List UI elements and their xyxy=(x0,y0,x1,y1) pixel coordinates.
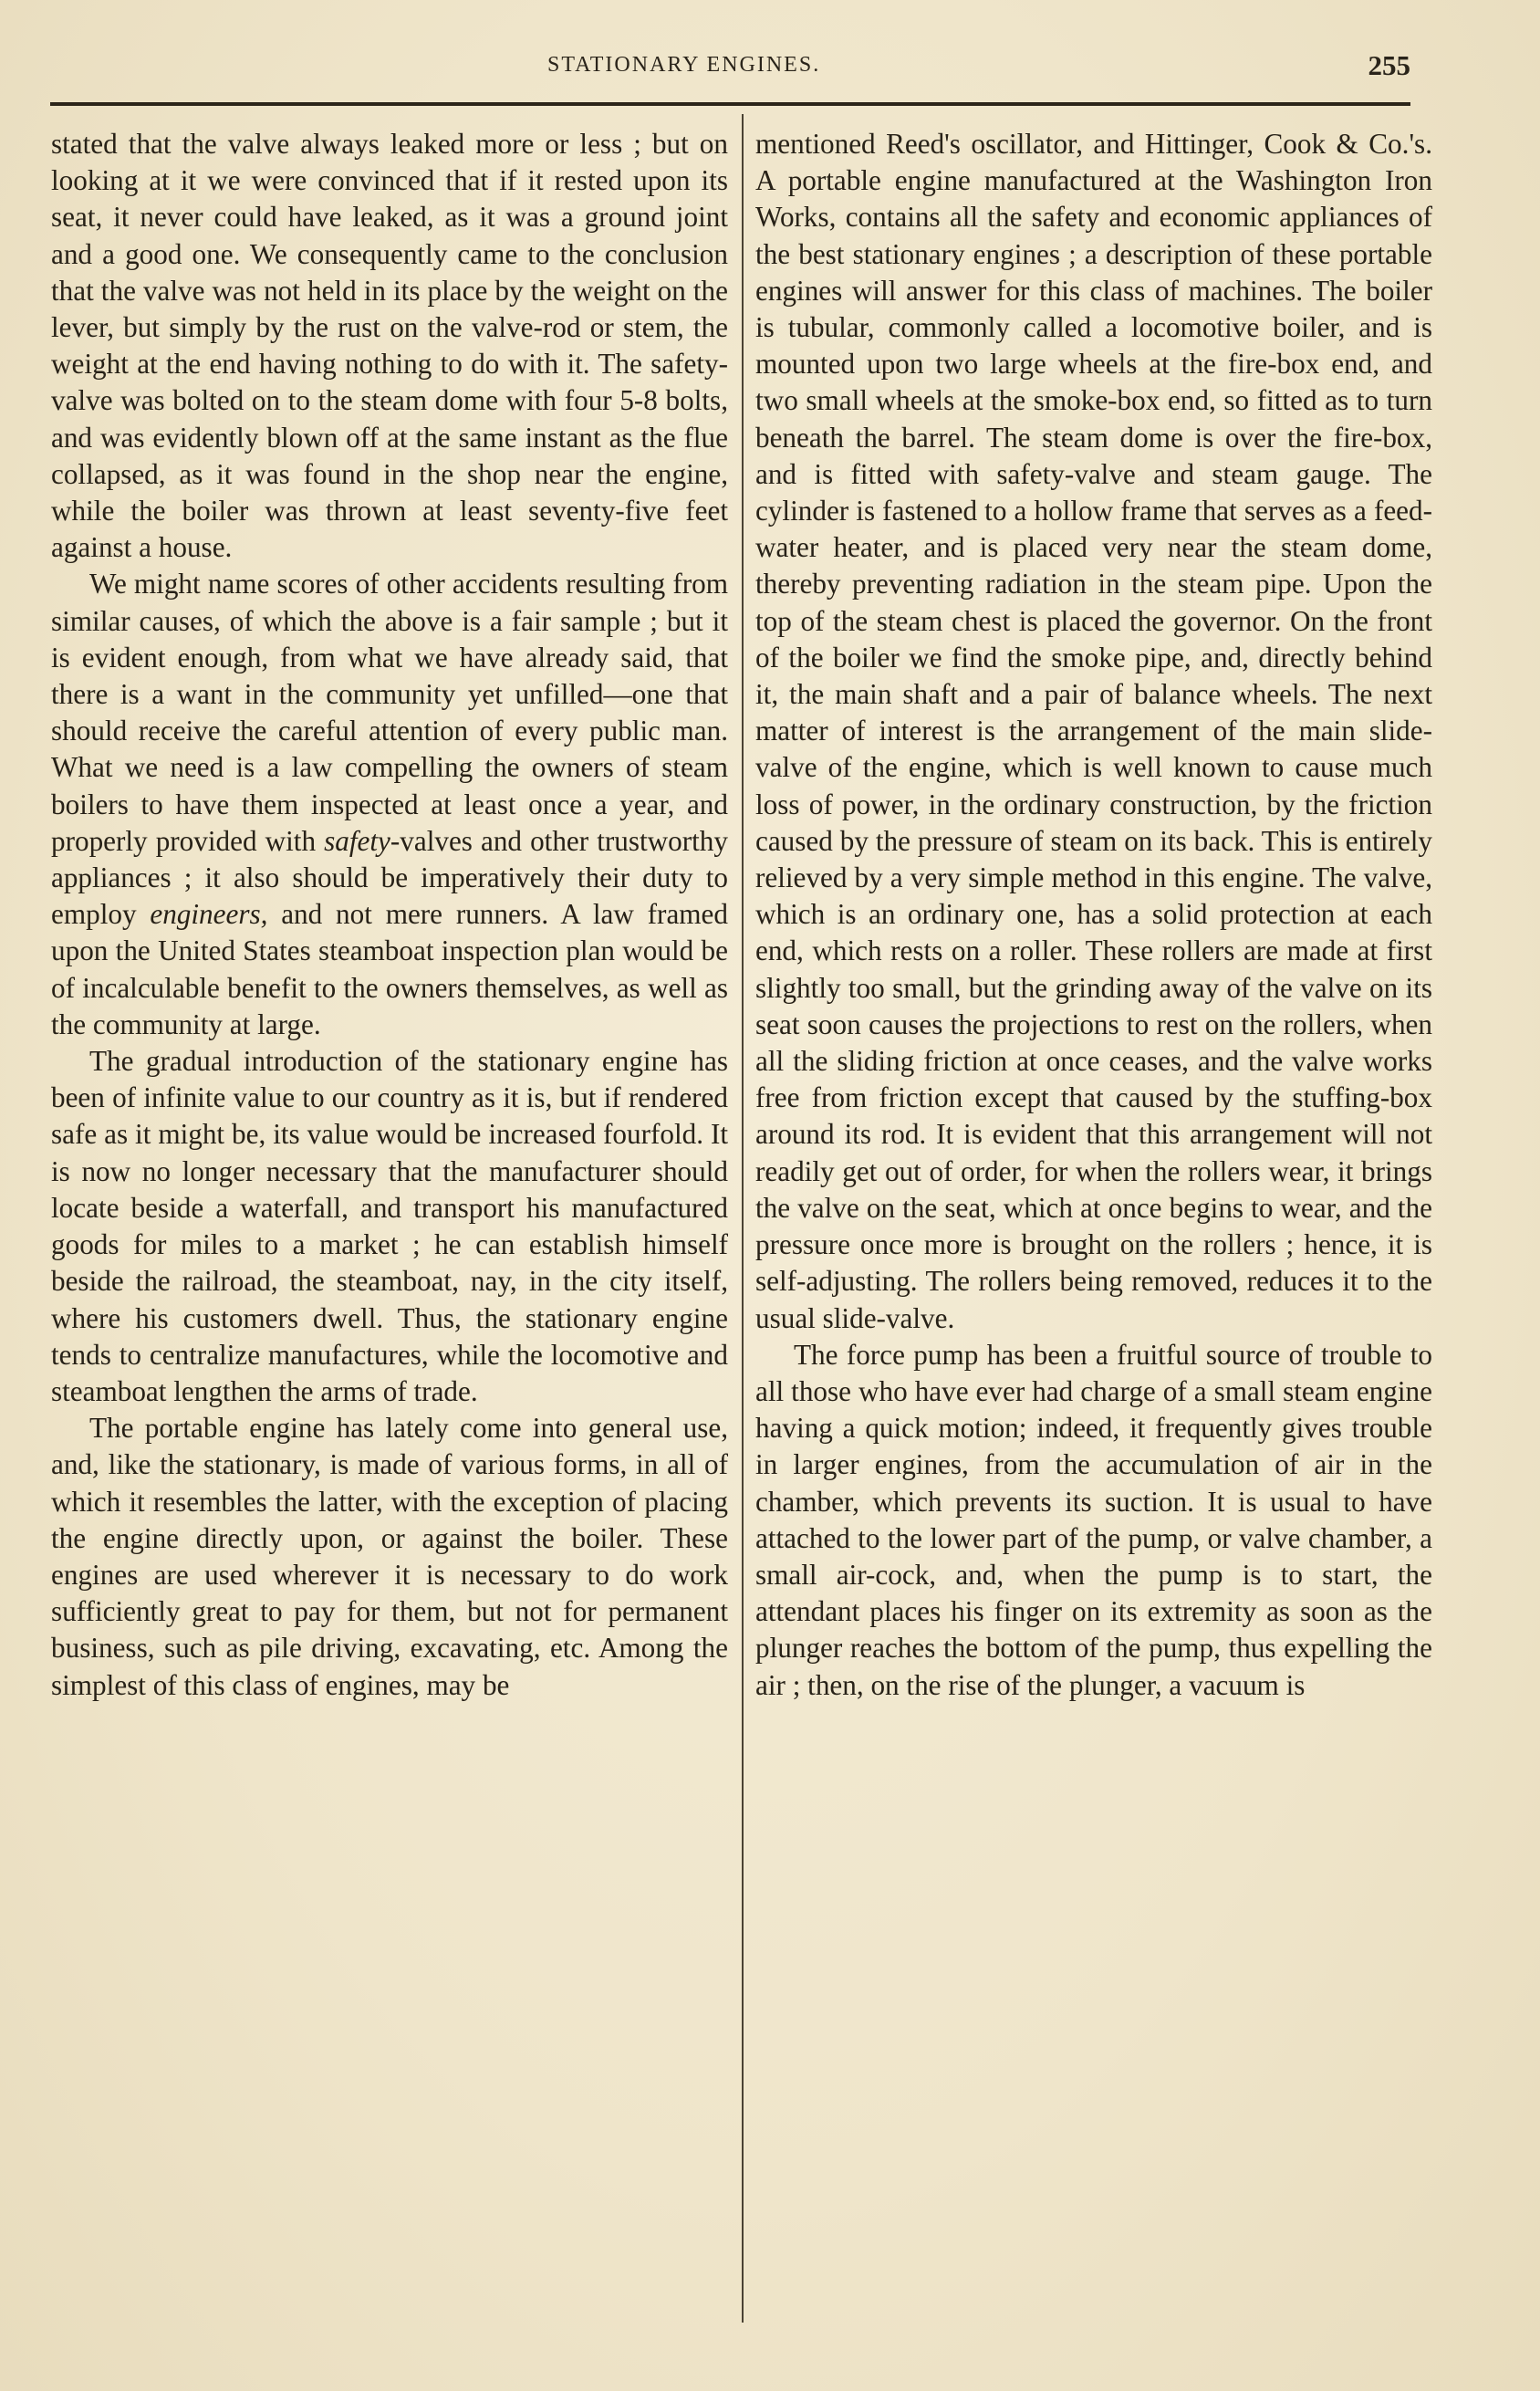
paragraph: The force pump has been a fruitful source of trouble to all those who have ever had charge of a small steam engine having a quick motion; indeed, it frequently gives trouble in larger engines, from the accumulation of air in the chamber, which prevents its suction. It is usual to have attached to the lower part of the pump, or valve chamber, a small air-cock, and, when the pump is to start, the attendant places his finger on its extremity as soon as the plunger reaches the bottom of the pump, thus expelling the air ; then, on the rise of the plunger, a vacuum is xyxy=(755,1338,1432,1701)
paragraph: The gradual introduction of the stationary engine has been of infinite value to our country as it is, but if rendered safe as it might be, its value would be increased fourfold. It is now no longer necessary that the manufacturer should locate beside a waterfall, and transport his manufactured goods for miles to a market ; he can establish himself beside the railroad, the steamboat, nay, in the city itself, where his customers dwell. Thus, the stationary engine tends to centralize manufactures, while the locomotive and steamboat lengthen the arms of trade. xyxy=(51,1045,728,1407)
column-divider-rule xyxy=(742,114,744,2323)
left-column xyxy=(51,126,728,1704)
page-number: 255 xyxy=(1368,49,1410,81)
running-head: STATIONARY ENGINES. xyxy=(547,53,821,77)
text-run: and not mere runners. A law framed upon the United States steamboat inspection plan would be of incalculable benefit to the owners themselves, as well as the community at large. xyxy=(51,898,728,1040)
text-run: We might name scores of other accidents resulting from similar causes, of which the above is a fair sample ; but it is evident enough, from what we have already said, that there is a want in the community yet unfilled—one that should receive the careful attention of every public man. What we need is a law compelling the owners of steam boilers to have them inspected at least once a year, and properly provided with xyxy=(51,568,728,857)
paragraph: stated that the valve always leaked more or less ; but on looking at it we were convinced that if it rested upon its seat, it never could have leaked, as it was a ground joint and a good one. We consequently came to the conclusion that the valve was not held in its place by the weight on the lever, but simply by the rust on the valve-rod or stem, the weight at the end having nothing to do with it. The safety-valve was bolted on to the steam dome with four 5-8 bolts, and was evidently blown off at the same instant as the flue collapsed, as it was found in the shop near the engine, while the boiler was thrown at least seventy-five feet against a house. xyxy=(51,128,728,564)
paragraph: The portable engine has lately come into general use, and, like the stationary, is made of various forms, in all of which it resembles the latter, with the exception of placing the engine directly upon, or against the boiler. These engines are used wherever it is necessary to do work sufficiently great to pay for them, but not for permanent business, such as pile driving, excavating, etc. Among the simplest of this class of engines, may be xyxy=(51,1412,728,1701)
text-run: valves and other trustworthy appliances ; it also should be imperatively their duty to employ xyxy=(51,824,728,931)
header-rule xyxy=(50,102,1410,106)
paragraph: mentioned Reed's oscillator, and Hittinger, Cook & Co.'s. A portable engine manufactured at the Washington Iron Works, contains all the safety and economic appliances of the best stationary engines ; a description of these portable engines will answer for this class of machines. The boiler is tubular, commonly called a locomotive boiler, and is mounted upon two large wheels at the fire-box end, and two small wheels at the smoke-box end, so fitted as to turn beneath the barrel. The steam dome is over the fire-box, and is fitted with safety-valve and steam gauge. The cylinder is fastened to a hollow frame that serves as a feed-water heater, and is placed very near the steam dome, thereby preventing radiation in the steam pipe. Upon the top of the steam chest is placed the governor. On the front of the boiler we find the smoke pipe, and, directly behind it, the main shaft and a pair of balance wheels. The next matter of interest is the arrangement of the main slide-valve of the engine, which is well known to cause much loss of power, in the ordinary construction, by the friction caused by the pressure of steam on its back. This is entirely relieved by a very simple method in this engine. The valve, which is an ordinary one, has a solid protection at each end, which rests on a roller. These rollers are made at first slightly too small, but the grinding away of the valve on its seat soon causes the projections to rest on the rollers, when all the sliding friction at once ceases, and the valve works free from friction except that caused by the stuffing-box around its rod. It is evident that this arrangement will not readily get out of order, for when the rollers wear, it brings the valve on the seat, which at once begins to wear, and the pressure once more is brought on the rollers ; hence, it is self-adjusting. The rollers being removed, reduces it to the usual slide-valve. xyxy=(755,128,1432,1334)
right-column xyxy=(755,126,1432,1704)
italic-text: safety- xyxy=(324,824,401,857)
italic-text: engineers, xyxy=(150,898,268,931)
paragraph xyxy=(51,566,728,1043)
